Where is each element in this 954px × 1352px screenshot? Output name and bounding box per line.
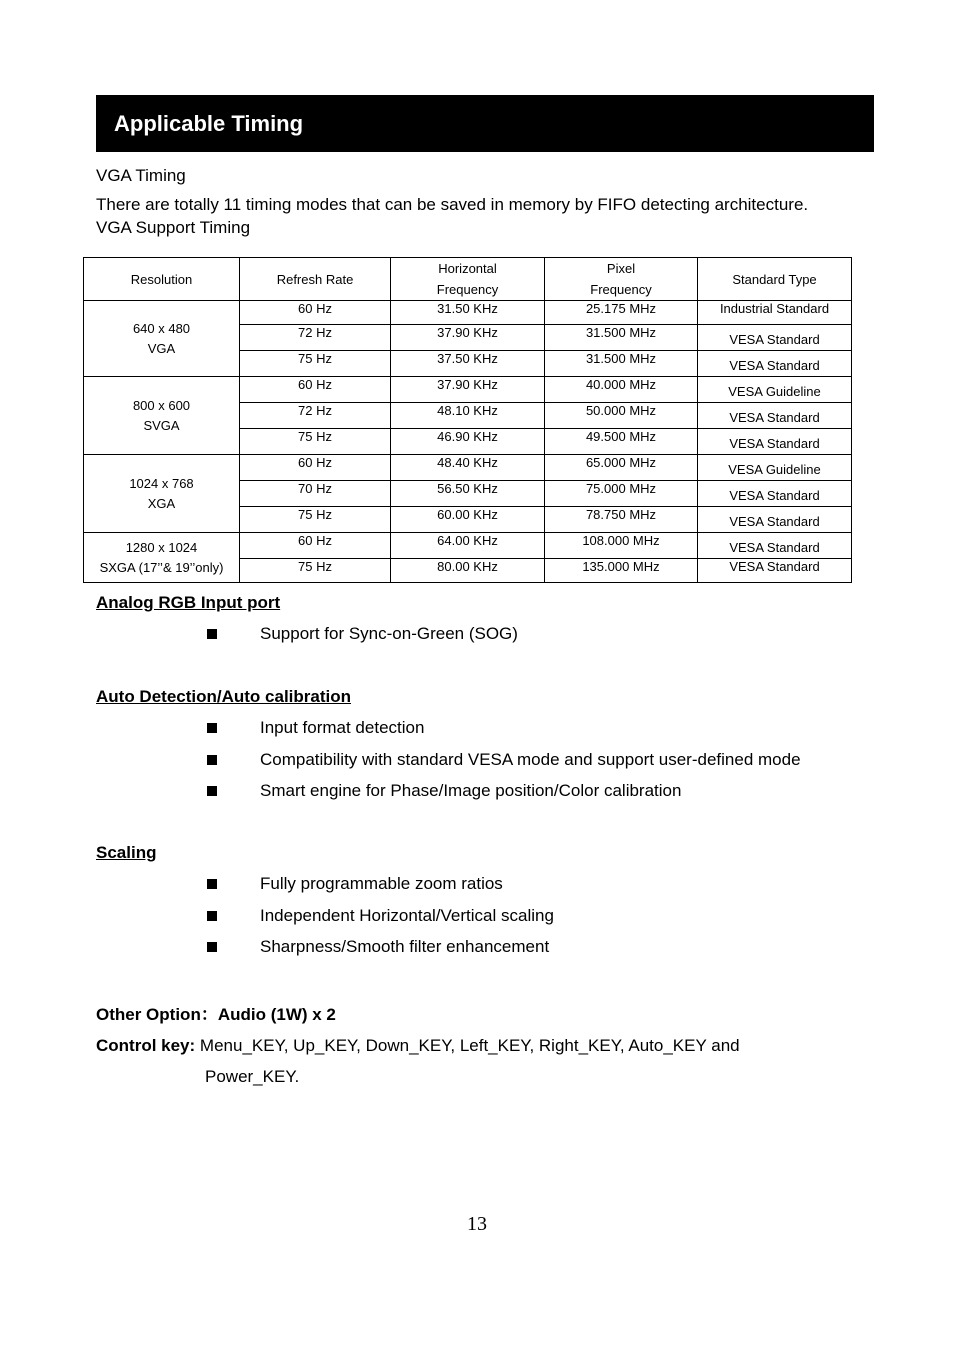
control-key-value-continued: Power_KEY. <box>205 1067 300 1086</box>
bullet-square-icon <box>207 879 217 889</box>
intro-description: There are totally 11 timing modes that can be saved in memory by FIFO detecting architecture. <box>96 195 809 214</box>
list-item: Input format detection <box>260 718 425 737</box>
hfreq-cell: 37.90 KHz <box>391 377 545 403</box>
list-item: Compatibility with standard VESA mode and support user-defined mode <box>260 750 801 769</box>
refresh-cell: 60 Hz <box>240 377 391 403</box>
other-option-separator: ： <box>200 1005 218 1024</box>
header-pfreq-line2: Frequency <box>590 282 652 297</box>
pfreq-cell: 50.000 MHz <box>545 403 698 429</box>
refresh-cell: 70 Hz <box>240 481 391 507</box>
control-key-label: Control key: <box>96 1036 196 1055</box>
page-number: 13 <box>467 1213 487 1235</box>
vga-timing-label: VGA Timing <box>96 166 186 185</box>
resolution-cell <box>84 301 240 377</box>
bullet-square-icon <box>207 629 217 639</box>
other-option-label: Other Option <box>96 1005 201 1024</box>
hfreq-cell: 56.50 KHz <box>391 481 545 507</box>
refresh-cell: 72 Hz <box>240 325 391 351</box>
pfreq-cell: 135.000 MHz <box>545 559 698 583</box>
table-row <box>84 455 852 481</box>
refresh-cell: 75 Hz <box>240 507 391 533</box>
hfreq-cell: 37.50 KHz <box>391 351 545 377</box>
hfreq-cell: 31.50 KHz <box>391 301 545 325</box>
refresh-cell: 72 Hz <box>240 403 391 429</box>
refresh-cell: 60 Hz <box>240 301 391 325</box>
hfreq-cell: 37.90 KHz <box>391 325 545 351</box>
bullet-square-icon <box>207 755 217 765</box>
table-row <box>84 533 852 559</box>
resolution-cell <box>84 455 240 533</box>
header-standard-type: Standard Type <box>698 258 852 301</box>
table-row <box>84 301 852 325</box>
standard-cell: VESA Standard <box>698 559 852 583</box>
timing-table <box>83 257 852 583</box>
refresh-cell: 60 Hz <box>240 455 391 481</box>
pfreq-cell: 65.000 MHz <box>545 455 698 481</box>
header-hfreq-line2: Frequency <box>436 282 499 297</box>
scaling-section-title: Scaling <box>96 843 157 862</box>
control-key-value: Menu_KEY, Up_KEY, Down_KEY, Left_KEY, Right_KEY, Auto_KEY and <box>199 1036 740 1055</box>
refresh-cell: 75 Hz <box>240 351 391 377</box>
resolution-mode: VGA <box>147 340 176 356</box>
header-pfreq-line1: Pixel <box>606 261 636 276</box>
pfreq-cell: 108.000 MHz <box>545 533 698 559</box>
resolution-cell <box>84 533 240 583</box>
standard-cell: VESA Standard <box>698 507 852 533</box>
refresh-cell: 60 Hz <box>240 533 391 559</box>
header-resolution: Resolution <box>84 258 240 301</box>
list-item: Smart engine for Phase/Image position/Color calibration <box>260 781 682 800</box>
control-key-line <box>96 1036 740 1056</box>
list-item: Support for Sync-on-Green (SOG) <box>260 624 518 643</box>
standard-cell: VESA Standard <box>698 533 852 559</box>
list-item: Fully programmable zoom ratios <box>260 874 503 893</box>
resolution-mode: SXGA (17’’& 19’’only) <box>99 559 224 575</box>
resolution-value: 640 x 480 <box>132 320 191 336</box>
pfreq-cell: 75.000 MHz <box>545 481 698 507</box>
table-header-row <box>84 258 852 301</box>
bullet-square-icon <box>207 723 217 733</box>
resolution-value: 800 x 600 <box>132 397 191 413</box>
support-timing-label: VGA Support Timing <box>96 218 251 237</box>
standard-cell: VESA Standard <box>698 325 852 351</box>
pfreq-cell: 40.000 MHz <box>545 377 698 403</box>
resolution-mode: SVGA <box>143 417 180 433</box>
pfreq-cell: 78.750 MHz <box>545 507 698 533</box>
header-refresh-rate: Refresh Rate <box>240 258 391 301</box>
auto-section-title: Auto Detection/Auto calibration <box>96 687 351 706</box>
hfreq-cell: 64.00 KHz <box>391 533 545 559</box>
resolution-value: 1024 x 768 <box>129 475 194 491</box>
header-horizontal-frequency <box>391 258 545 301</box>
bullet-square-icon <box>207 942 217 952</box>
analog-section-title: Analog RGB Input port <box>96 593 281 612</box>
resolution-value: 1280 x 1024 <box>125 539 198 555</box>
hfreq-cell: 46.90 KHz <box>391 429 545 455</box>
pfreq-cell: 31.500 MHz <box>545 351 698 377</box>
hfreq-cell: 60.00 KHz <box>391 507 545 533</box>
other-option-line <box>96 1000 336 1025</box>
header-hfreq-line1: Horizontal <box>438 261 497 276</box>
standard-cell: VESA Guideline <box>698 377 852 403</box>
list-item: Independent Horizontal/Vertical scaling <box>260 906 554 925</box>
resolution-mode: XGA <box>147 495 176 511</box>
page-title: Applicable Timing <box>114 110 304 136</box>
refresh-cell: 75 Hz <box>240 559 391 583</box>
standard-cell: VESA Standard <box>698 481 852 507</box>
pfreq-cell: 25.175 MHz <box>545 301 698 325</box>
section-header-bar <box>96 95 874 152</box>
list-item: Sharpness/Smooth filter enhancement <box>260 937 550 956</box>
standard-cell: VESA Standard <box>698 351 852 377</box>
standard-cell: Industrial Standard <box>698 301 852 325</box>
standard-cell: VESA Standard <box>698 429 852 455</box>
pfreq-cell: 49.500 MHz <box>545 429 698 455</box>
resolution-cell <box>84 377 240 455</box>
hfreq-cell: 48.40 KHz <box>391 455 545 481</box>
standard-cell: VESA Guideline <box>698 455 852 481</box>
pfreq-cell: 31.500 MHz <box>545 325 698 351</box>
refresh-cell: 75 Hz <box>240 429 391 455</box>
other-option-value: Audio (1W) x 2 <box>217 1005 336 1024</box>
standard-cell: VESA Standard <box>698 403 852 429</box>
bullet-square-icon <box>207 786 217 796</box>
header-pixel-frequency <box>545 258 698 301</box>
hfreq-cell: 48.10 KHz <box>391 403 545 429</box>
bullet-square-icon <box>207 911 217 921</box>
hfreq-cell: 80.00 KHz <box>391 559 545 583</box>
table-row <box>84 377 852 403</box>
